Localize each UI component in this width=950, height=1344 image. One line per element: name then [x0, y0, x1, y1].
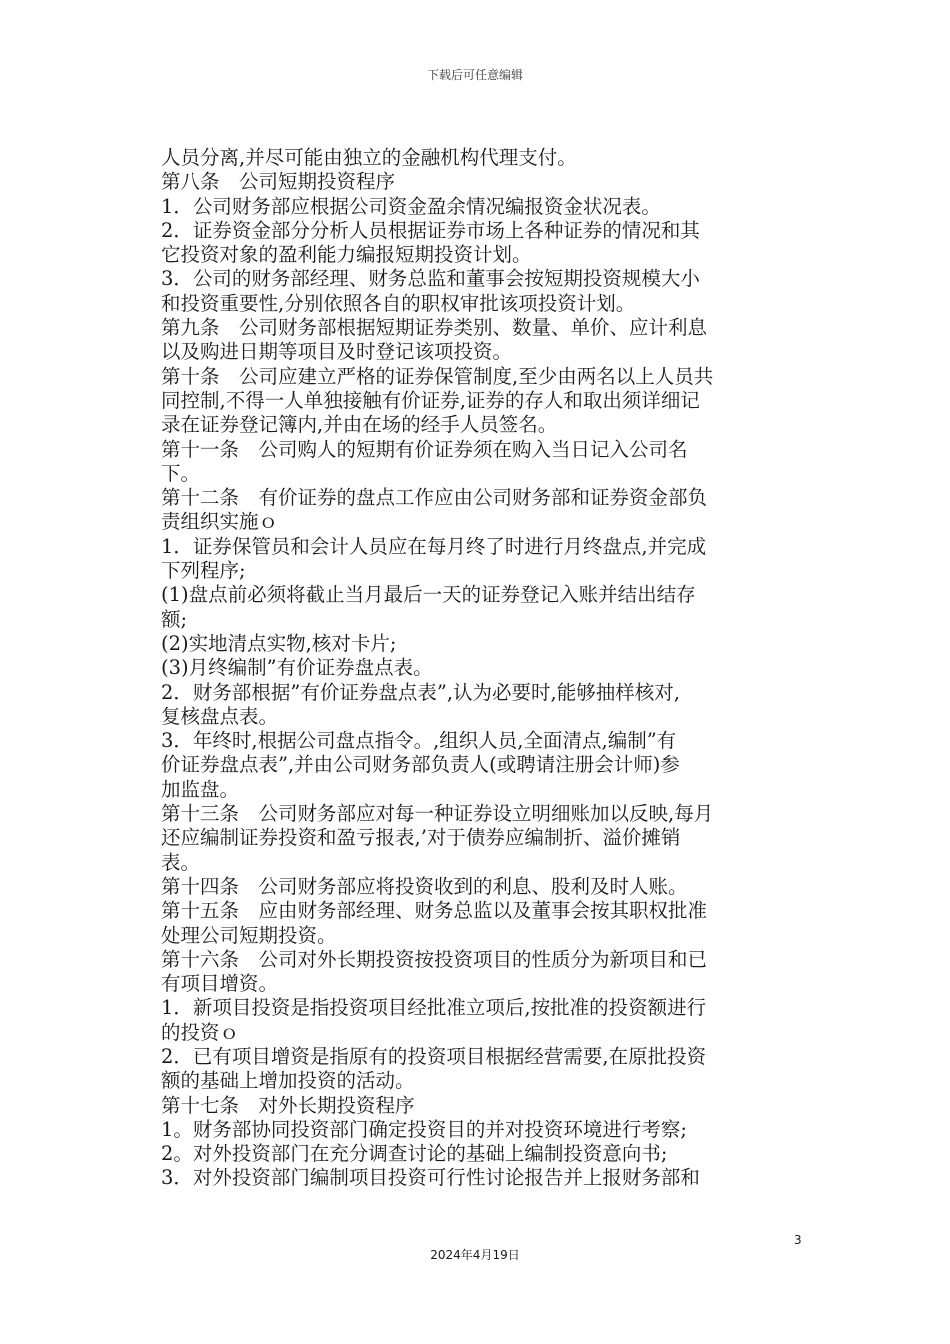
text-line: 额的基础上增加投资的活动。	[161, 1069, 415, 1093]
text-line: 下。	[161, 461, 201, 485]
text-line: 3．年终时,根据公司盘点指令。,组织人员,全面清点,编制”有	[161, 729, 677, 753]
text-line: 2．财务部根据”有价证券盘点表”,认为必要时,能够抽样核对,	[161, 680, 680, 704]
text-line: 处理公司短期投资。	[161, 923, 337, 947]
text-line: (3)月终编制”有价证券盘点表。	[161, 656, 433, 680]
text-line: 2．已有项目增资是指原有的投资项目根据经营需要,在原批投资	[161, 1044, 707, 1068]
text-line: 有项目增资。	[161, 972, 279, 996]
text-line: 录在证券登记簿内,并由在场的经手人员签名。	[161, 413, 558, 437]
text-line: 第十三条 公司财务部应对每一种证券设立明细账加以反映,每月	[161, 802, 714, 826]
text-line: 第十六条 公司对外长期投资按投资项目的性质分为新项目和已	[161, 947, 708, 971]
text-line: 第十七条 对外长期投资程序	[161, 1093, 415, 1117]
text-line: 的投资ｏ	[161, 1020, 240, 1044]
text-line: 责组织实施ｏ	[161, 510, 279, 534]
page-header: 下载后可任意编辑	[426, 68, 523, 82]
text-line: 第十四条 公司财务部应将投资收到的利息、股利及时人账。	[161, 874, 688, 898]
page-number: 3	[794, 1233, 802, 1247]
footer-date: 2024年4月19日	[430, 1248, 520, 1262]
text-line: 以及购进日期等项目及时登记该项投资。	[161, 340, 513, 364]
text-line: 2．证券资金部分分析人员根据证券市场上各种证券的情况和其	[161, 218, 700, 242]
text-line: 1．公司财务部应根据公司资金盈余情况编报资金状况表。	[161, 194, 661, 218]
text-line: 复核盘点表。	[161, 704, 279, 728]
text-line: 第八条 公司短期投资程序	[161, 170, 396, 194]
text-line: 第十五条 应由财务部经理、财务总监以及董事会按其职权批准	[161, 899, 708, 923]
text-line: 下列程序;	[161, 559, 246, 583]
text-line: 1．证券保管员和会计人员应在每月终了时进行月终盘点,并完成	[161, 534, 707, 558]
text-line: 同控制,不得一人单独接触有价证券,证券的存人和取出须详细记	[161, 388, 700, 412]
text-line: 3．对外投资部门编制项目投资可行性讨论报告并上报财务部和	[161, 1166, 700, 1190]
text-line: 表。	[161, 850, 201, 874]
text-line: 还应编制证券投资和盈亏报表,’对于债券应编制折、溢价摊销	[161, 826, 681, 850]
text-line: 额;	[161, 607, 188, 631]
text-line: 价证券盘点表”,并由公司财务部负责人(或聘请注册会计师)参	[161, 753, 680, 777]
text-line: 第十条 公司应建立严格的证券保管制度,至少由两名以上人员共	[161, 364, 714, 388]
text-line: 2。对外投资部门在充分调查讨论的基础上编制投资意向书;	[161, 1142, 668, 1166]
text-line: 它投资对象的盈利能力编报短期投资计划。	[161, 243, 532, 267]
text-line: 1。财务部协同投资部门确定投资目的并对投资环境进行考察;	[161, 1117, 687, 1141]
text-line: 人员分离,并尽可能由独立的金融机构代理支付。	[161, 146, 577, 169]
text-line: 3．公司的财务部经理、财务总监和董事会按短期投资规模大小	[161, 267, 700, 291]
text-line: 和投资重要性,分别依照各自的职权审批该项投资计划。	[161, 291, 636, 315]
text-line: 第十一条 公司购人的短期有价证券须在购入当日记入公司名	[161, 437, 688, 461]
text-line: (2)实地清点实物,核对卡片;	[161, 631, 397, 655]
text-line: 第十二条 有价证券的盘点工作应由公司财务部和证券资金部负	[161, 486, 708, 510]
text-line: 1．新项目投资是指投资项目经批准立项后,按批准的投资额进行	[161, 996, 707, 1020]
text-line: (1)盘点前必须将截止当月最后一天的证券登记入账并结出结存	[161, 583, 696, 607]
text-line: 加监盘。	[161, 777, 240, 801]
text-line: 第九条 公司财务部根据短期证券类别、数量、单价、应计利息	[161, 316, 708, 340]
document-body	[161, 146, 801, 1191]
